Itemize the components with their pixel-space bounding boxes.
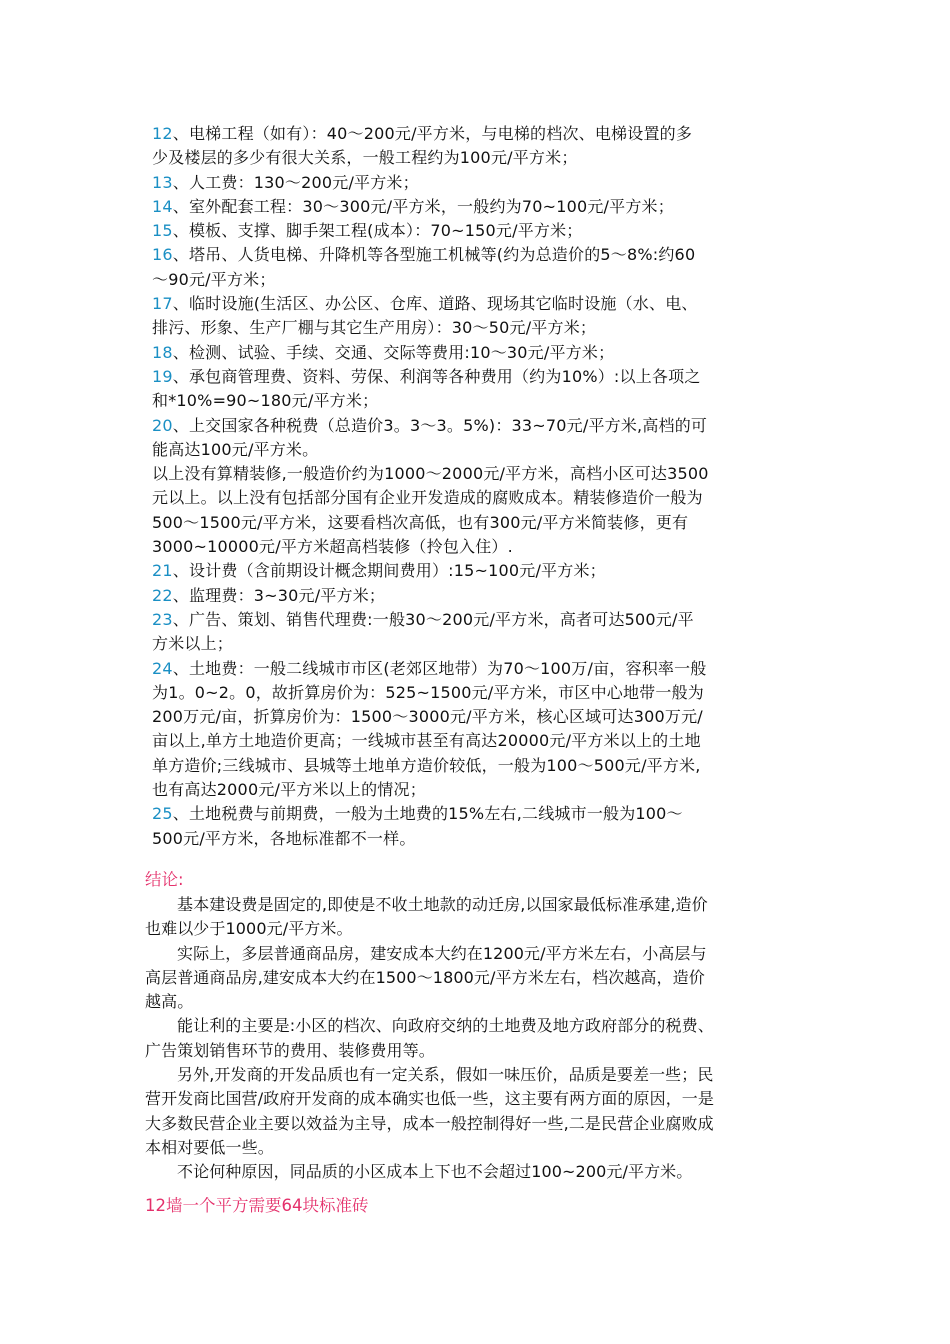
- paragraph-line: 能让利的主要是:小区的档次、向政府交纳的土地费及地方政府部分的税费、: [177, 1016, 714, 1036]
- list-item-continuation: ～90元/平方米；: [152, 269, 276, 289]
- list-item: 20、上交国家各种税费（总造价3。3～3。5%)：33~70元/平方米,高档的可: [152, 415, 708, 435]
- list-item: 12、电梯工程（如有）：40～200元/平方米，与电梯的档次、电梯设置的多: [152, 124, 693, 143]
- note-line: 元以上。以上没有包括部分国有企业开发造成的腐败成本。精装修造价一般为: [152, 488, 703, 508]
- conclusion-body: [145, 893, 815, 1185]
- section-heading: 12墙一个平方需要64块标准砖: [145, 1196, 369, 1215]
- list-item: 14、室外配套工程：30～300元/平方米，一般约为70~100元/平方米；: [152, 196, 674, 216]
- paragraph-line: 也难以少于1000元/平方米。: [145, 919, 353, 939]
- list-item-continuation: 亩以上,单方土地造价更高；一线城市甚至有高达20000元/平方米以上的土地: [152, 731, 701, 751]
- cost-items-list: [152, 122, 802, 851]
- paragraph-line: 高层普通商品房,建安成本大约在1500～1800元/平方米左右，档次越高，造价: [145, 967, 705, 987]
- note-line: 以上没有算精装修,一般造价约为1000～2000元/平方米，高档小区可达3500: [152, 464, 709, 484]
- list-item: 19、承包商管理费、资料、劳保、利润等各种费用（约为10%）:以上各项之: [152, 366, 701, 386]
- note-line: 3000~10000元/平方米超高档装修（拎包入住）.: [152, 537, 513, 557]
- list-item: 23、广告、策划、销售代理费:一般30～200元/平方米，高者可达500元/平: [152, 609, 694, 629]
- list-item: 13、人工费：130～200元/平方米；: [152, 172, 419, 192]
- list-item-continuation: 单方造价;三线城市、县城等土地单方造价较低，一般为100～500元/平方米,: [152, 755, 701, 775]
- list-item-continuation: 200万元/亩，折算房价为：1500～3000元/平方米，核心区域可达300万元/: [152, 707, 703, 727]
- note-line: 500～1500元/平方米，这要看档次高低，也有300元/平方米简装修，更有: [152, 512, 689, 532]
- paragraph-line: 基本建设费是固定的,即使是不收土地款的动迁房,以国家最低标准承建,造价: [177, 895, 708, 914]
- list-item-continuation: 少及楼层的多少有很大关系，一般工程约为100元/平方米；: [152, 148, 578, 168]
- list-item: 22、监理费：3~30元/平方米；: [152, 585, 386, 605]
- conclusion-heading: 结论:: [145, 870, 184, 889]
- paragraph-line: 另外,开发商的开发品质也有一定关系，假如一味压价，品质是要差一些；民: [177, 1065, 714, 1085]
- paragraph-line: 广告策划销售环节的费用、装修费用等。: [145, 1040, 435, 1060]
- list-item: 17、临时设施(生活区、办公区、仓库、道路、现场其它临时设施（水、电、: [152, 294, 698, 314]
- list-item: 15、模板、支撑、脚手架工程(成本）：70~150元/平方米；: [152, 221, 583, 241]
- list-item: 16、塔吊、人货电梯、升降机等各型施工机械等(约为总造价的5～8%:约60: [152, 245, 696, 265]
- list-item-continuation: 能高达100元/平方米。: [152, 439, 319, 459]
- paragraph-line: 营开发商比国营/政府开发商的成本确实也低一些，这主要有两方面的原因，一是: [145, 1089, 714, 1109]
- list-item: 24、土地费：一般二线城市市区(老郊区地带）为70～100万/亩，容积率一般: [152, 658, 707, 678]
- list-item: 21、设计费（含前期设计概念期间费用）:15~100元/平方米；: [152, 561, 606, 581]
- list-item-continuation: 500元/平方米，各地标准都不一样。: [152, 828, 416, 848]
- paragraph-line: 不论何种原因，同品质的小区成本上下也不会超过100~200元/平方米。: [177, 1162, 693, 1182]
- list-item: 25、土地税费与前期费，一般为土地费的15%左右,二线城市一般为100～: [152, 804, 683, 824]
- list-item-continuation: 方米以上；: [152, 634, 234, 654]
- list-item: 18、检测、试验、手续、交通、交际等费用:10～30元/平方米；: [152, 342, 615, 362]
- paragraph-line: 本相对要低一些。: [145, 1137, 274, 1157]
- paragraph-line: 越高。: [145, 992, 194, 1012]
- list-item-continuation: 为1。0~2。0，故折算房价为：525~1500元/平方米，市区中心地带一般为: [152, 682, 704, 702]
- paragraph-line: 大多数民营企业主要以效益为主导，成本一般控制得好一些,二是民营企业腐败成: [145, 1113, 714, 1133]
- list-item-continuation: 和*10%=90~180元/平方米；: [152, 391, 379, 411]
- list-item-continuation: 也有高达2000元/平方米以上的情况；: [152, 780, 426, 800]
- paragraph-line: 实际上，多层普通商品房，建安成本大约在1200元/平方米左右，小高层与: [177, 943, 707, 963]
- list-item-continuation: 排污、形象、生产厂棚与其它生产用房）：30～50元/平方米；: [152, 318, 597, 338]
